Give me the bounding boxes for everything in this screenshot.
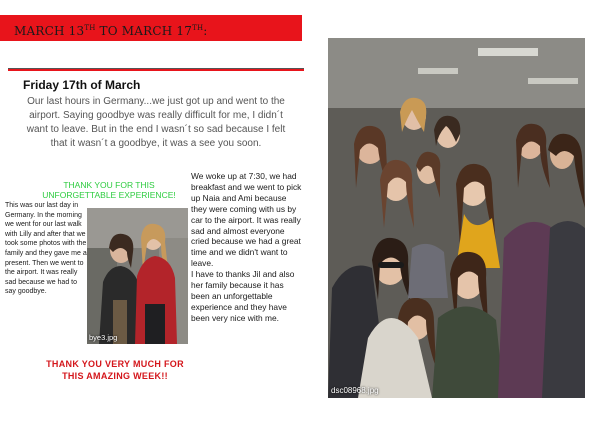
closing-thanks: THANK YOU VERY MUCH FOR THIS AMAZING WEEK!!: [46, 359, 184, 381]
goodbye-photo-caption: bye3.jpg: [89, 333, 118, 342]
left-paragraph: This was our last day in Germany. In the morning we went for our last walk with Lilly and after that we took some photos with the family and they gave me a present. Then we went to the airport. It was really sad because we had to say goodbye.: [5, 202, 87, 296]
middle-paragraph: [191, 171, 303, 324]
goodbye-photo: [87, 208, 188, 344]
thank-you-heading: THANK YOU FOR THIS UNFORGETTABLE EXPERIENCE!: [42, 180, 176, 200]
banner-colon: :: [203, 24, 208, 38]
group-photo: [328, 38, 585, 398]
date-banner: [0, 15, 302, 41]
middle-paragraph-text: We woke up at 7:30, we had breakfast and we went to pick up Naia and Ami because they were coming with us by car to the airport. It was really sad and almost everyone cried because we had a great time and we didn't want to leave. I have to thanks Jil and also her family because it has been an unforgettable experience and they have been very nice with me.: [191, 171, 302, 323]
banner-start: MARCH 13: [14, 24, 85, 38]
intro-paragraph: Our last hours in Germany...we just got up and went to the airport. Saying goodbye was really difficult for me, I didn´t want to leave. But in the end I wasn´t so sad because I felt that it wasn´t a goodbye, it was a see you soon.: [26, 96, 286, 149]
banner-end: TO MARCH 17: [95, 24, 193, 38]
day-title: Friday 17th of March: [23, 78, 141, 92]
banner-sup-start: TH: [84, 24, 96, 32]
group-photo-caption: dsc08968.jpg: [331, 386, 379, 395]
banner-sup-end: TH: [192, 24, 204, 32]
divider-red-line: [8, 69, 304, 71]
goodbye-photo-image: [87, 208, 188, 344]
group-photo-image: [328, 38, 585, 398]
